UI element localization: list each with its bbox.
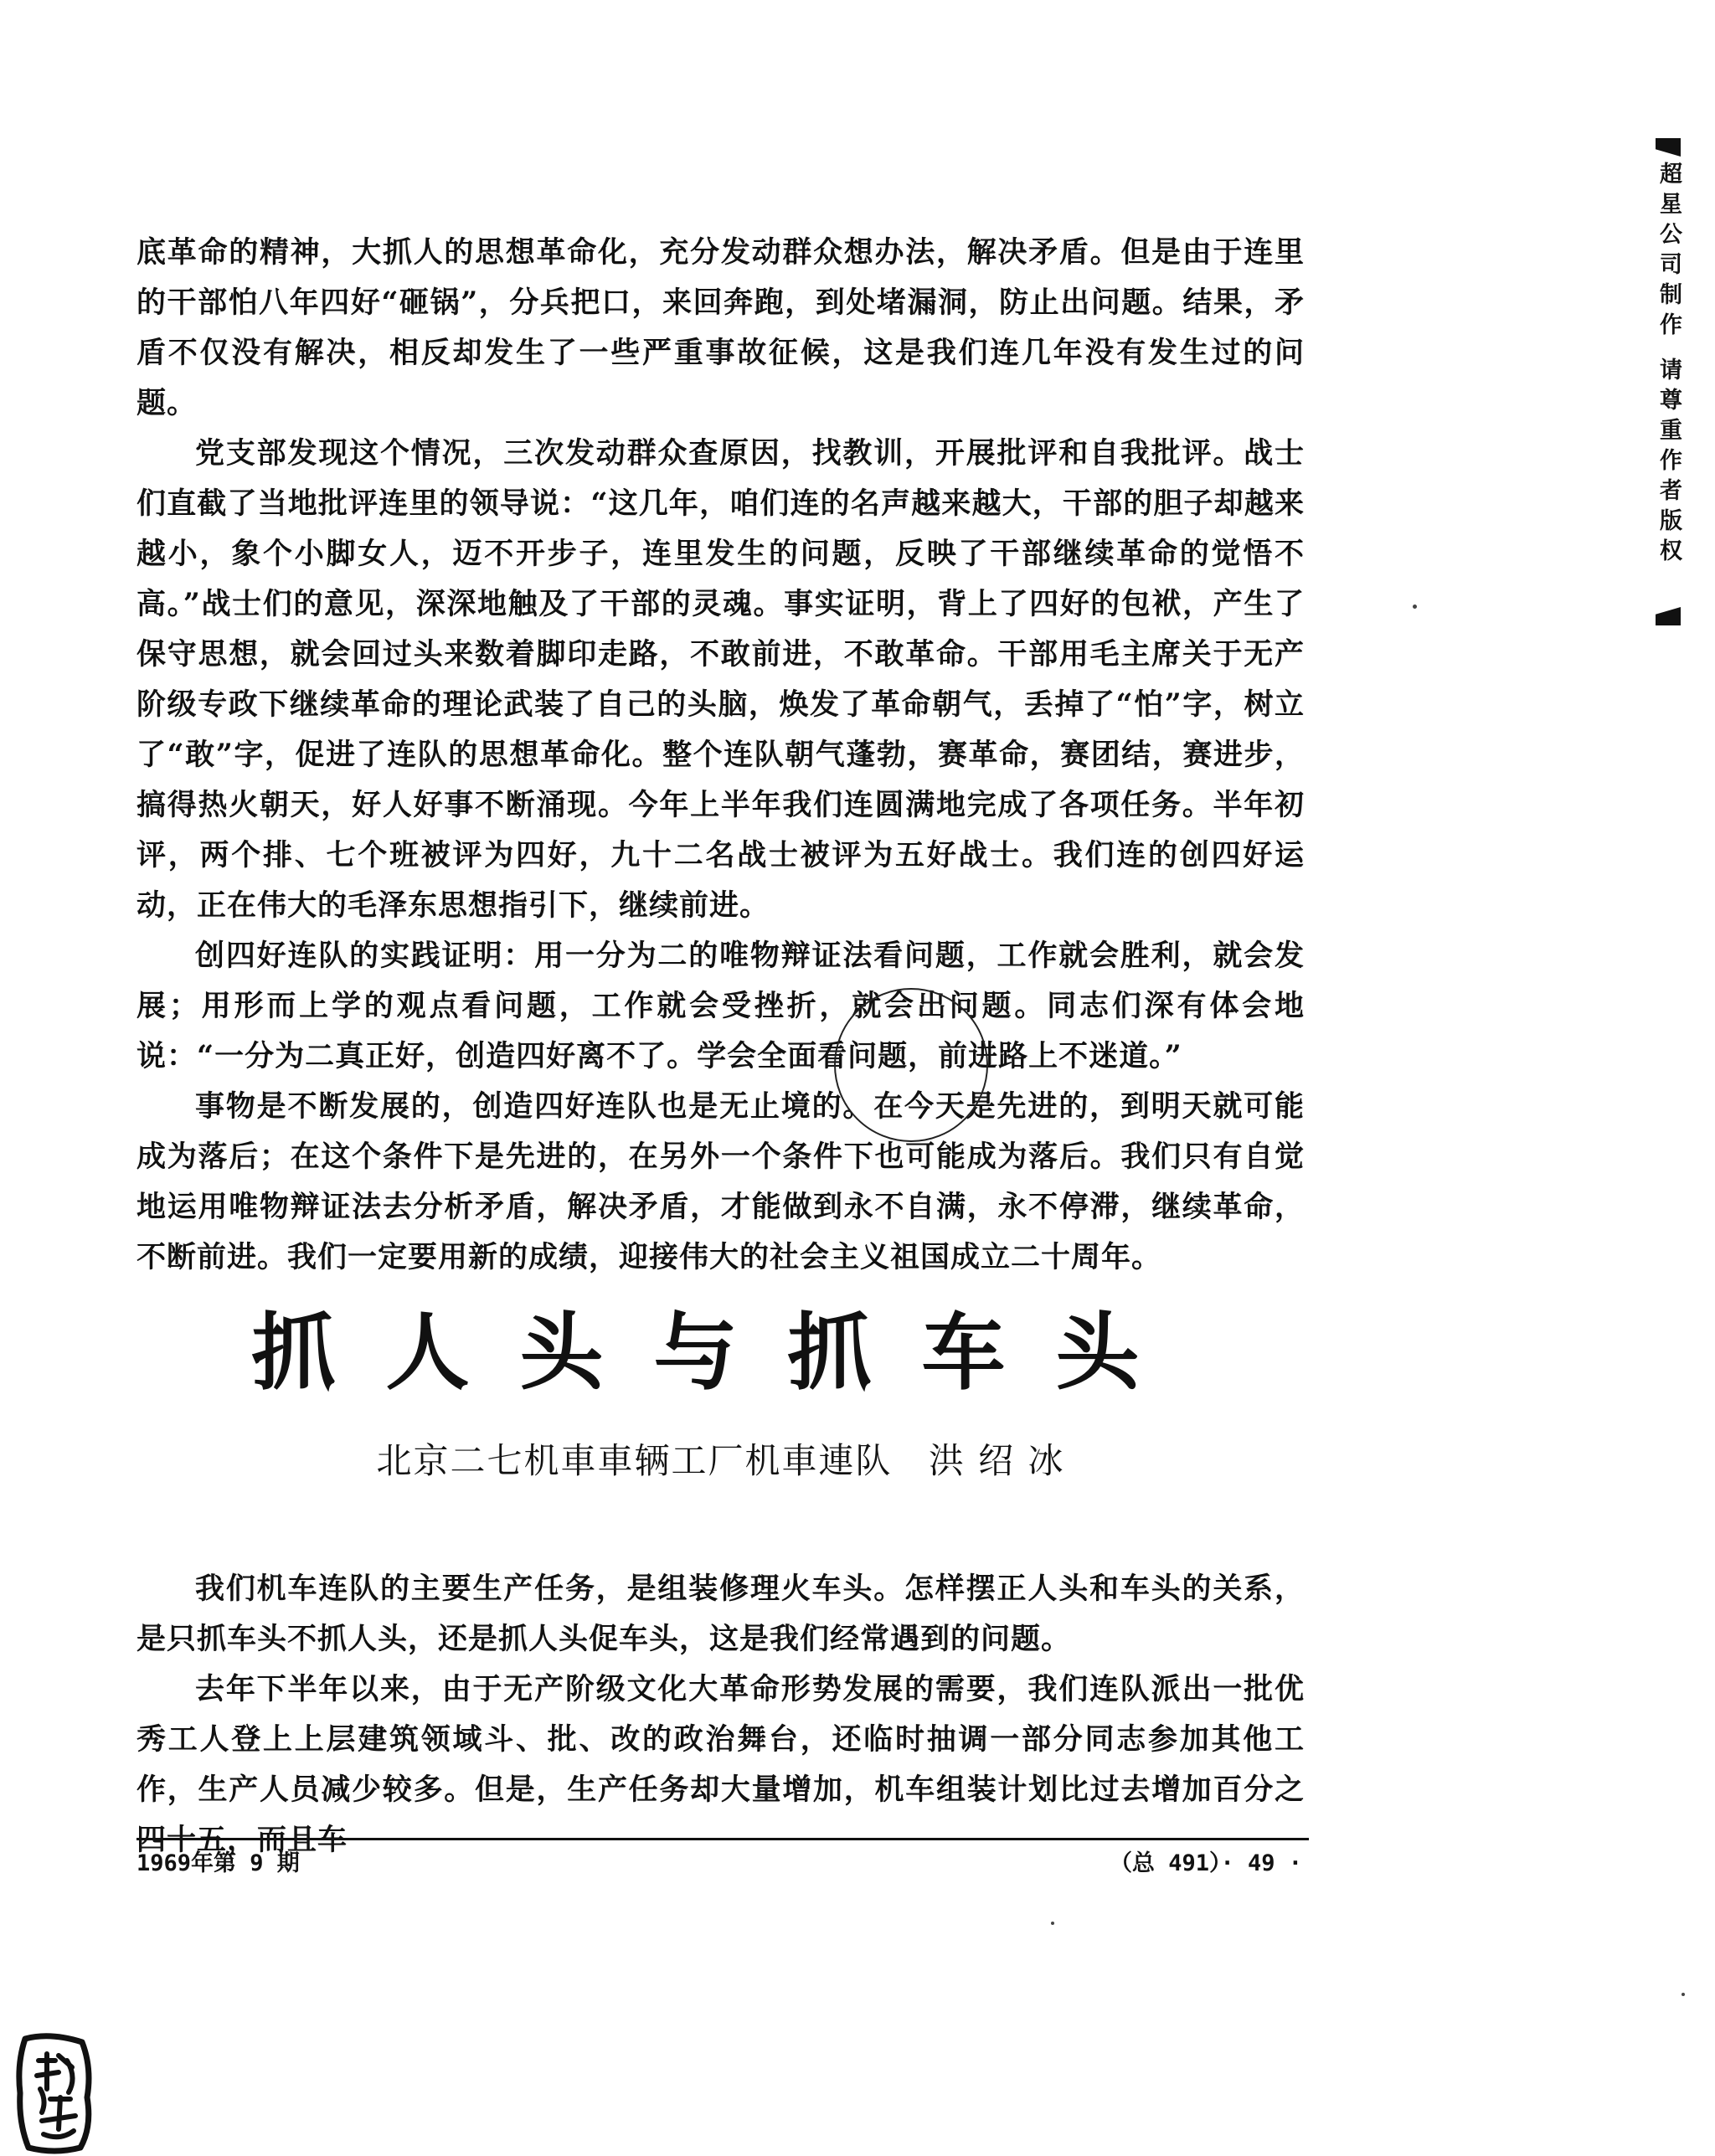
footer-rule [136,1838,1309,1840]
paragraph: 底革命的精神，大抓人的思想革命化，充分发动群众想办法，解决矛盾。但是由于连里的干部怕八年四好“砸锅”，分兵把口，来回奔跑，到处堵漏洞，防止出问题。结果，矛盾不仅没有解决，相反却发生了一些严重事故征候，这是我们连几年没有发生过的问题。 [136,235,1305,420]
paragraph: 党支部发现这个情况，三次发动群众查原因，找教训，开展批评和自我批评。战士们直截了当地批评连里的领导说：“这几年，咱们连的名声越来越大，干部的胆子却越来越小，象个小脚女人，迈不开步子，连里发生的问题，反映了干部继续革命的觉悟不高。”战士们的意见，深深地触及了干部的灵魂。事实证明，背上了四好的包袱，产生了保守思想，就会回过头来数着脚印走路，不敢前进，不敢革命。干部用毛主席关于无产阶级专政下继续革命的理论武装了自己的头脑，焕发了革命朝气，丢掉了“怕”字，树立了“敢”字，促进了连队的思想革命化。整个连队朝气蓬勃，赛革命，赛团结，赛进步，搞得热火朝天，好人好事不断涌现。今年上半年我们连圆满地完成了各项任务。半年初评，两个排、七个班被评为四好，九十二名战士被评为五好战士。我们连的创四好运动，正在伟大的毛泽东思想指引下，继续前进。 [136,436,1305,923]
issue-label: 1969年第 9 期 [136,1850,300,1876]
seal-stamp-icon [8,2030,100,2156]
paragraph: 我们机车连队的主要生产任务，是组装修理火车头。怎样摆正人头和车头的关系，是只抓车头不抓人头，还是抓人头促车头，这是我们经常遇到的问题。 [136,1572,1305,1656]
byline-organization: 北京二七机車車辆工厂机車連队 [376,1440,893,1481]
vertical-watermark [1654,138,1682,641]
scan-speck [1051,1922,1054,1925]
upper-text-block [136,228,1305,1283]
scan-speck [1413,605,1417,609]
paragraph: 去年下半年以来，由于无产阶级文化大革命形势发展的需要，我们连队派出一批优秀工人登上上层建筑领域斗、批、改的政治舞台，还临时抽调一部分同志参加其他工作，生产人员减少较多。但是，生产任务却大量增加，机车组装计划比过去增加百分之四十五，而且车 [136,1672,1305,1857]
hand-drawn-circle [834,988,988,1142]
scan-speck [1682,1993,1685,1996]
watermark-text: 超星公司制作 请尊重作者版权 [1656,162,1682,569]
article-byline [136,1436,1305,1486]
black-bar-marker [1656,607,1681,625]
lower-text-block [136,1564,1305,1865]
paragraph: 事物是不断发展的，创造四好连队也是无止境的。在今天是先进的，到明天就可能成为落后；在这个条件下是先进的，在另外一个条件下也可能成为落后。我们只有自觉地运用唯物辩证法去分析矛盾，解决矛盾，才能做到永不自满，永不停滞，继续革命，不断前进。我们一定要用新的成绩，迎接伟大的社会主义祖国成立二十周年。 [136,1089,1305,1274]
paragraph: 创四好连队的实践证明：用一分为二的唯物辩证法看问题，工作就会胜利，就会发展；用形而上学的观点看问题，工作就会受挫折，就会出问题。同志们深有体会地说：“一分为二真正好，创造四好离不了。学会全面看问题，前进路上不迷道。” [136,939,1305,1073]
article-title: 抓人头与抓车头 [251,1303,1190,1402]
byline-author: 洪 绍 冰 [928,1440,1065,1481]
page-number: （总 491）· 49 · [1109,1850,1302,1876]
black-bar-marker [1656,138,1681,157]
